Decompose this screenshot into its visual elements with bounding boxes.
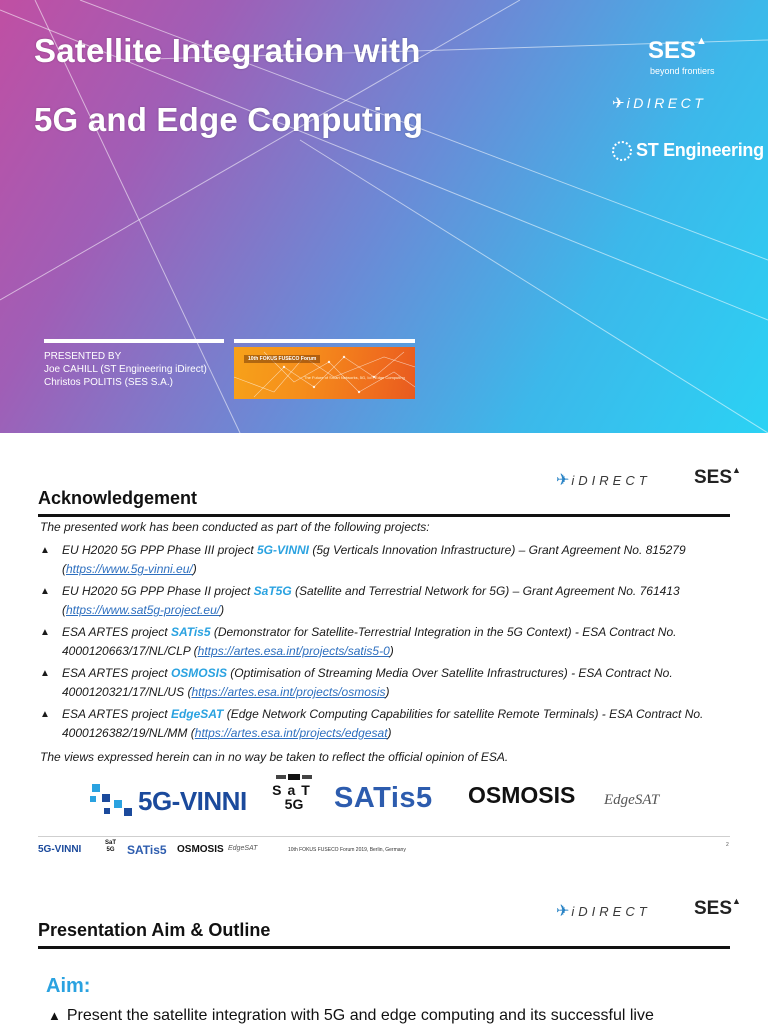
list-item: ▲ ESA ARTES project OSMOSIS (Optimisation of Streaming Media Over Satellite Infrastructures) - ESA Contract No. 4000120321/17/NL/US (https://artes.esa.int/projects/osmosis)	[40, 666, 673, 699]
aim-text: ▲ Present the satellite integration with 5G and edge computing and its successful live	[48, 1007, 654, 1024]
divider-bar	[234, 339, 415, 343]
sat5g-logo: SaT 5G	[270, 772, 318, 830]
project-link[interactable]: https://www.sat5g-project.eu/	[66, 603, 221, 617]
list-item: ▲ EU H2020 5G PPP Phase II project SaT5G (Satellite and Terrestrial Network for 5G) – Grant Agreement No. 761413 (https://www.sat5g-project.eu/)	[40, 584, 680, 617]
intro-text: The presented work has been conducted as part of the following projects:	[40, 520, 430, 534]
slide-footer	[38, 842, 738, 862]
aim-heading: Aim:	[46, 975, 91, 997]
bullet-triangle-icon: ▲	[48, 1008, 61, 1023]
project-name: OSMOSIS	[170, 666, 227, 680]
project-list	[40, 541, 730, 746]
title-line-2: 5G and Edge Computing	[34, 101, 424, 138]
5g-vinni-logo: 5G-VINNI	[90, 784, 247, 818]
satellite-icon	[270, 770, 318, 784]
list-item: ▲ EU H2020 5G PPP Phase III project 5G-VINNI (5g Verticals Innovation Infrastructure) – Grant Agreement No. 815279 (https://www.5g-vinni.eu/)	[40, 543, 686, 576]
ses-tagline: beyond frontiers	[650, 66, 715, 76]
bullet-triangle-icon: ▲	[40, 545, 50, 556]
list-item: ▲ ESA ARTES project SATis5 (Demonstrator for Satellite-Terrestrial Integration in the 5G Context) - ESA Contract No. 4000120663/17/NL/CLP (https://artes.esa.int/projects/satis5-0)	[40, 625, 677, 658]
disclaimer-text: The views expressed herein can in no way be taken to reflect the official opinion of ESA.	[40, 750, 509, 764]
footer-5g-vinni-logo: 5G-VINNI	[38, 844, 82, 855]
project-link[interactable]: https://artes.esa.int/projects/satis5-0	[197, 644, 390, 658]
edgesat-logo: EdgeSAT	[604, 792, 660, 808]
project-name: EdgeSAT	[170, 707, 224, 721]
footer-satis5-logo: SATis5	[127, 843, 167, 857]
footer-divider	[38, 836, 730, 837]
divider-bar	[44, 339, 224, 343]
bullet-triangle-icon: ▲	[40, 586, 50, 597]
project-name: SaT5G	[253, 584, 292, 598]
triangle-icon: ▲	[732, 465, 741, 475]
ses-logo: SES▲	[694, 465, 741, 488]
slide-title: Presentation Aim & Outline	[38, 920, 271, 940]
vinni-squares-icon	[90, 784, 134, 818]
osmosis-logo: OSMOSIS	[468, 782, 576, 808]
footer-sat5g-logo: SaT 5G	[105, 840, 117, 853]
satis5-logo: SATis5	[334, 782, 433, 814]
title-line-1: Satellite Integration with	[34, 32, 421, 69]
project-name: 5G-VINNI	[257, 543, 310, 557]
presenter-name: Joe CAHILL (ST Engineering iDirect)	[44, 364, 207, 375]
project-link[interactable]: https://artes.esa.int/projects/edgesat	[194, 726, 388, 740]
footer-edgesat-logo: EdgeSAT	[228, 845, 258, 852]
title-rule	[38, 514, 730, 517]
list-item: ▲ ESA ARTES project EdgeSAT (Edge Network Computing Capabilities for satellite Remote Terminals) - ESA Contract No. 4000126382/19/NL/MM (https://artes.esa.int/projects/edgesat)	[40, 707, 704, 740]
presenter-name: Christos POLITIS (SES S.A.)	[44, 377, 173, 388]
ses-logo: SES▲	[694, 896, 741, 919]
triangle-icon: ▲	[696, 35, 707, 47]
idirect-logo: ✈ iDIRECT	[556, 903, 651, 920]
presented-by-label: PRESENTED BY	[44, 351, 122, 362]
slide-title: Acknowledgement	[38, 488, 198, 508]
bullet-triangle-icon: ▲	[40, 627, 50, 638]
title-slide	[0, 0, 768, 433]
idirect-logo: ✈ iDIRECT	[612, 95, 707, 112]
wing-icon: ✈	[612, 95, 625, 112]
footer-osmosis-logo: OSMOSIS	[177, 844, 224, 855]
forum-banner-subtitle: The Future of Smart Networks, 5G, IoT, Edge Computing	[304, 375, 405, 380]
acknowledgement-slide	[0, 433, 768, 864]
forum-banner-label: 10th FOKUS FUSECO Forum	[244, 355, 320, 363]
idirect-logo: ✈ iDIRECT	[556, 472, 651, 489]
wing-icon: ✈	[556, 472, 570, 489]
project-logos-row	[90, 770, 690, 832]
gear-icon	[612, 141, 632, 161]
ses-logo: SES▲	[648, 35, 707, 64]
aim-outline-slide	[0, 864, 768, 1024]
project-link[interactable]: https://www.5g-vinni.eu/	[66, 562, 193, 576]
bullet-triangle-icon: ▲	[40, 668, 50, 679]
project-link[interactable]: https://artes.esa.int/projects/osmosis	[191, 685, 386, 699]
footer-event-text: 10th FOKUS FUSECO Forum 2019, Berlin, Germany	[288, 847, 406, 853]
page-number: 2	[726, 842, 729, 848]
title-rule	[38, 946, 730, 949]
forum-banner-image	[234, 347, 415, 399]
project-name: SATis5	[170, 625, 211, 639]
st-engineering-logo: ST Engineering	[612, 140, 764, 161]
bullet-triangle-icon: ▲	[40, 709, 50, 720]
presenters-block	[44, 350, 207, 389]
wing-icon: ✈	[556, 903, 570, 920]
triangle-icon: ▲	[732, 896, 741, 906]
